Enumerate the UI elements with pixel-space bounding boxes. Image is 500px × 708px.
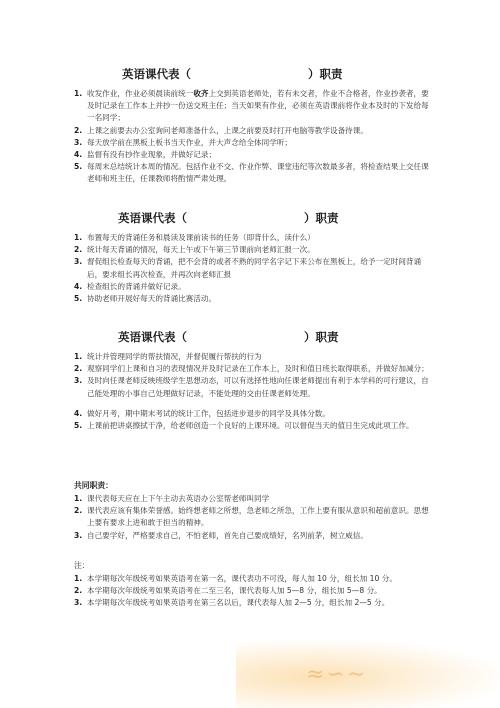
notes-list [74,573,434,610]
section2-title [118,210,339,226]
section1-title-right: ）职责 [308,67,343,81]
section2-title-right: ）职责 [304,211,339,225]
section2-list [74,232,434,305]
watermark-logo [236,640,500,708]
list-item: 5. 每周末总结统计本周的情况。包括作业不交、作业作弊、课堂违纪等次数最多者，将检查结果上交任课老师和班主任，任课教师将酌情严肃处理。 [74,162,429,184]
section3-title-left: 英语课代表（ [118,330,187,344]
list-item: 2. 上课之前要去办公室询问老师准备什么，上课之前要及时打开电脑等教学设备待课。 [74,125,368,135]
section1-title-left: 英语课代表（ [122,67,191,81]
notes-heading: 注： [74,561,90,570]
list-item: 3. 督促组长检查每天的背诵，把不会背的或者不熟的同学名字记下来公布在黑板上，给予一定时间背诵后，要求组长再次检查，并再次向老师汇报 [74,257,422,279]
list-item: 4. 检查组长的背诵并做好记录。 [74,281,186,291]
section1-title [122,66,343,82]
watermark-glyphs: ≈∽∼ [306,662,368,687]
list-item: 5. 上课前把讲桌擦拭干净，给老师创造一个良好的上课环境。可以督促当天的值日生完成此项工作。 [74,421,414,431]
section3-list [74,351,434,432]
list-item: 4. 做好月考，期中期末考试的统计工作，包括进步退步的同学及具体分数。 [74,408,330,418]
list-item: 1. 布置每天的背诵任务和晨读及课前读书的任务（即背什么，读什么） [74,233,315,242]
section2-title-left: 英语课代表（ [118,211,187,225]
list-item: 3. 自己要学好，严格要求自己，不怕老师，首先自己要成绩好，名列前茅，树立威信。 [74,530,368,540]
list-item: 2. 本学期每次年级统考如果英语考在二至三名，课代表每人加 5—8 分，组长加 5—8 分。 [74,586,382,596]
list-item: 1. 统计并管理同学的帮扶情况，并督促履行帮扶的行为 [74,352,262,361]
list-item: 1. 本学期每次年级统考如果英语考在第一名，课代表功不可没，每人加 10 分，组长加 10 分。 [74,574,397,583]
list-item: 3. 本学期每次年级统考如果英语考在第三名以后，课代表每人加 2—5 分，组长加 2—5 分。 [74,598,390,608]
section3-title [118,329,339,345]
list-item: 4. 监督有没有抄作业现象，并做好记录； [74,150,217,160]
list-item: 3. 每天放学前在黑板上板书当天作业，并大声念给全体同学听； [74,137,293,147]
list-item: 1. 收发作业，作业必须晨读前统一收齐上交到英语老师处，若有未交者，作业不合格者，作业抄袭者，要及时记录在工作本上并抄一份送交班主任；当天如果有作业，必须在英语课前将作业本及时的下发给每一名同学； [74,89,429,123]
list-item: 1. 课代表每天应在上下午主动去英语办公室帮老师叫同学 [74,494,270,503]
common-list [74,493,434,542]
common-heading: 共同职责： [74,481,113,490]
list-item: 3. 及时向任课老师反映班级学生思想动态，可以有选择性地向任课老师提出有利于本学科的可行建议，自己能处理的小事自己处理做好记录，不能处理的交由任课老师处理。 [74,376,429,398]
list-item: 2. 统计每天背诵的情况，每天上午或下午第三节课前向老师汇报一次。 [74,245,315,255]
section3-title-right: ）职责 [304,330,339,344]
list-item: 2. 课代表应该有集体荣誉感。始终想老师之所想，急老师之所急，工作上要有服从意识和超前意识。思想上要有要求上进和敢于担当的精神。 [74,506,429,528]
list-item: 5. 协助老师开展好每天的背诵比赛活动。 [74,294,217,304]
list-item: 2. 观察同学们上课和自习的表现情况并及时记录在工作本上，及时和值日班长取得联系，并做好加减分； [74,364,429,374]
section1-list [74,88,434,186]
